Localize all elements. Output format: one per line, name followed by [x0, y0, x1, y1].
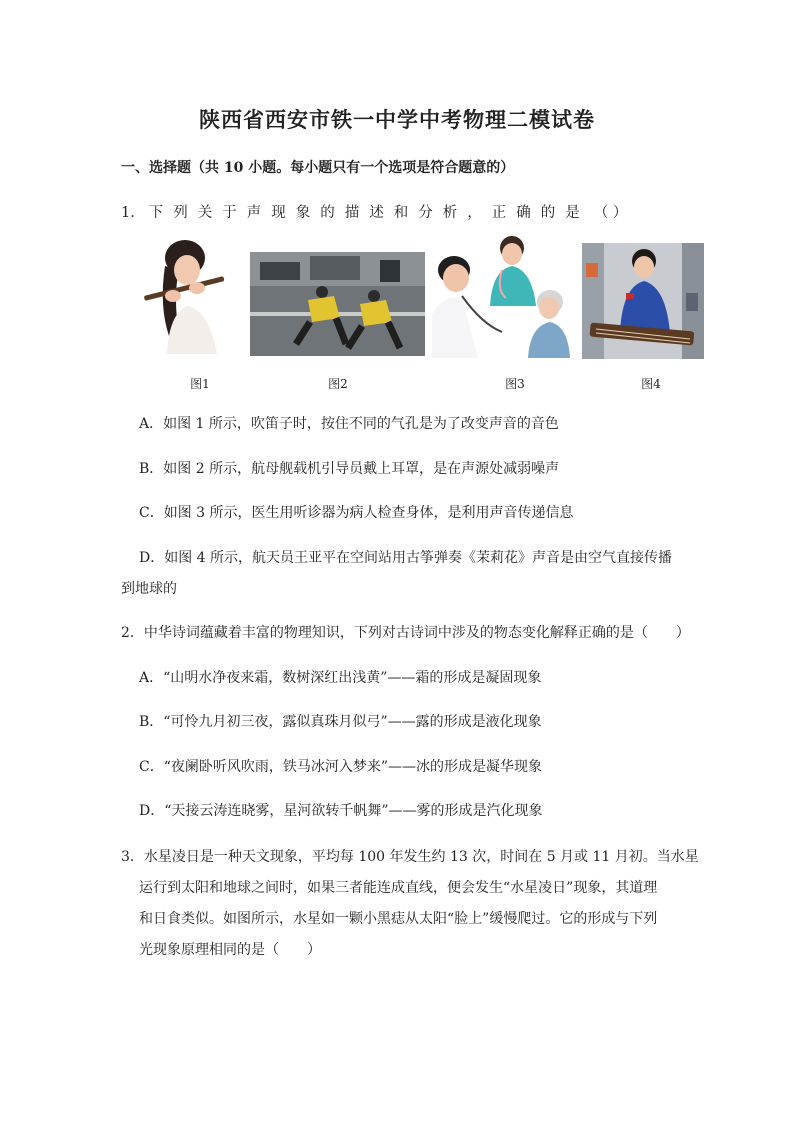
figure-caption: 图2: [328, 377, 348, 391]
question-3-line-2: 运行到太阳和地球之间时，如果三者能连成直线，便会发生“水星凌日”现象，其道理: [139, 880, 658, 896]
question-1-option-b: B．如图 2 所示，航母舰载机引导员戴上耳罩，是在声源处减弱噪声: [139, 461, 560, 477]
question-2-option-a: A．“山明水净夜来霜，数树深红出浅黄”——霜的形成是凝固现象: [139, 670, 542, 686]
question-3-line-3: 和日食类似。如图所示，水星如一颗小黑痣从太阳“脸上”缓慢爬过。它的形成与下列: [139, 911, 658, 927]
page-title: 陕西省西安市铁一中学中考物理二模试卷: [199, 107, 595, 132]
figure-1-flute-player: [139, 236, 229, 354]
question-text: 下列关于声现象的描述和分析，正确的是: [148, 205, 590, 221]
question-1-option-d: D．如图 4 所示，航天员王亚平在空间站用古筝弹奏《茉莉花》声音是由空气直接传播: [139, 550, 673, 566]
figure-3-doctor-stethoscope: [432, 234, 570, 358]
question-1-option-c: C．如图 3 所示，医生用听诊器为病人检查身体，是利用声音传递信息: [139, 505, 574, 521]
figure-2-carrier-crew: [250, 252, 425, 356]
question-3-line-1: 3．水星凌日是一种天文现象，平均每 100 年发生约 13 次，时间在 5 月或 11 月初。当水星: [121, 849, 699, 865]
question-1-option-a: A．如图 1 所示，吹笛子时，按住不同的气孔是为了改变声音的音色: [139, 416, 559, 432]
section-heading: 一、选择题（共 10 小题。每小题只有一个选项是符合题意的）: [121, 160, 515, 176]
question-2-stem: 2．中华诗词蕴藏着丰富的物理知识，下列对古诗词中涉及的物态变化解释正确的是（ ）: [121, 625, 690, 641]
question-1-option-d-continuation: 到地球的: [121, 581, 177, 597]
question-2-option-b: B．“可怜九月初三夜，露似真珠月似弓”——露的形成是液化现象: [139, 714, 542, 730]
figure-caption: 图3: [505, 377, 525, 391]
question-2-option-d: D．“天接云涛连晓雾，星河欲转千帆舞”——雾的形成是汽化现象: [139, 803, 543, 819]
question-number: 1．: [121, 205, 145, 221]
question-2-option-c: C．“夜阑卧听风吹雨，铁马冰河入梦来”——冰的形成是凝华现象: [139, 759, 543, 775]
question-1-stem: [121, 201, 627, 222]
answer-blank: （ ）: [593, 205, 628, 221]
figure-caption: 图1: [190, 377, 210, 391]
figure-caption: 图4: [641, 377, 661, 391]
figure-4-astronaut-guzheng: [582, 243, 704, 359]
question-3-line-4: 光现象原理相同的是（ ）: [139, 942, 321, 958]
